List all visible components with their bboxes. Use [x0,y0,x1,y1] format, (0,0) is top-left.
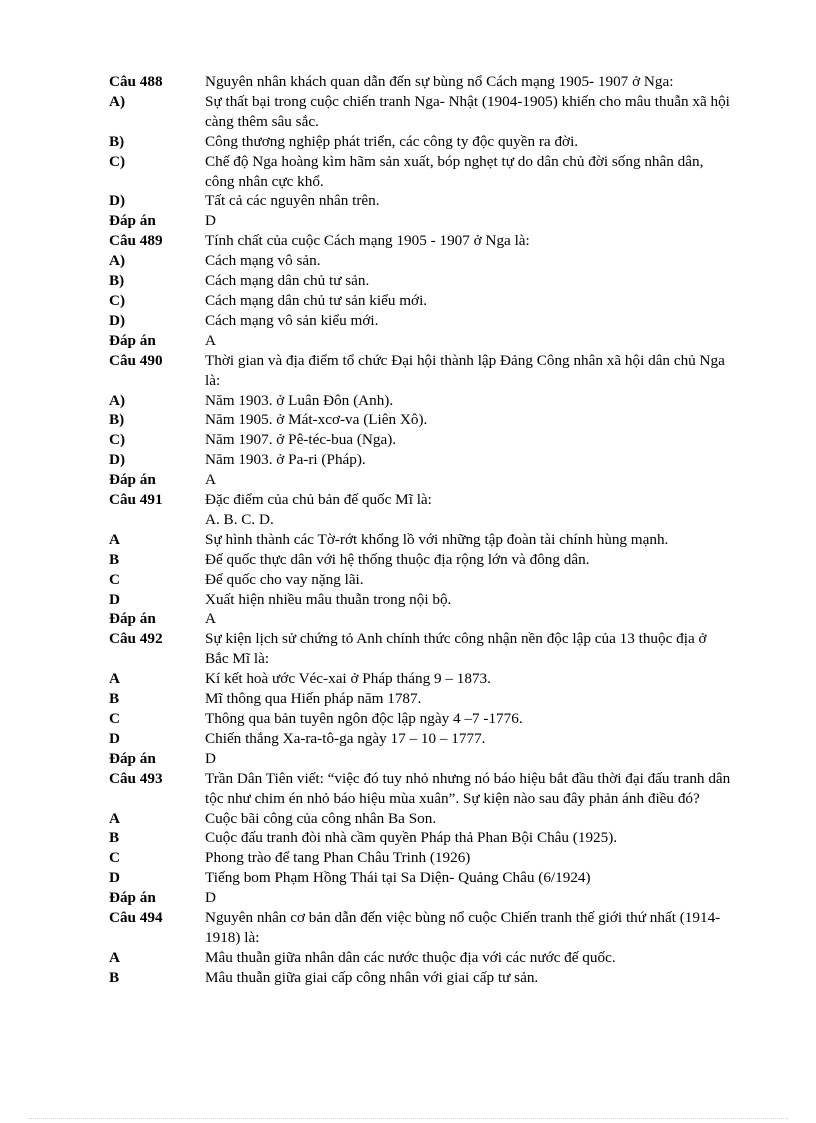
row-label: Đáp án [109,331,156,349]
row-text: Mâu thuẫn giữa giai cấp công nhân với giai cấp tư sản. [205,968,539,986]
option-row [109,92,731,132]
row-text: Sự thất bại trong cuộc chiến tranh Nga- Nhật (1904-1905) khiến cho mâu thuẫn xã hội càng thêm sâu sắc. [205,92,730,130]
row-text: Cách mạng dân chủ tư sản kiểu mới. [205,291,428,309]
answer-row [109,888,731,908]
row-text: Cách mạng vô sản kiểu mới. [205,311,379,329]
question-row [109,908,731,948]
row-label: D [109,590,120,608]
option-row [109,868,731,888]
row-label: Đáp án [109,889,156,907]
row-label: Đáp án [109,749,156,767]
answer-row [109,609,731,629]
page-bottom-rule [28,1118,788,1119]
row-text: A [205,471,216,489]
row-text: Đế quốc cho vay nặng lãi. [205,570,364,588]
row-label: Đáp án [109,610,156,628]
option-row [109,530,731,550]
row-label: Câu 491 [109,491,163,509]
row-text: Mĩ thông qua Hiến pháp năm 1787. [205,690,422,708]
option-row [109,809,731,829]
row-text: Phong trào để tang Phan Châu Trinh (1926) [205,849,471,867]
row-label: Câu 488 [109,73,163,90]
row-label: A) [109,252,126,270]
question-row [109,490,731,510]
row-text: Thông qua bản tuyên ngôn độc lập ngày 4 –7 -1776. [205,710,523,727]
row-text: Sự hình thành các Tờ-rớt khổng lồ với những tập đoàn tài chính hùng mạnh. [205,530,669,548]
row-text: Đế quốc thực dân với hệ thống thuộc địa rộng lớn và đông dân. [205,550,590,568]
option-row [109,152,731,192]
row-label: B [109,829,120,847]
row-text: Đặc điểm của chủ bản đế quốc Mĩ là: [205,491,432,509]
document-body [109,72,731,988]
row-label: Câu 493 [109,769,163,787]
row-text: Cách mạng dân chủ tư sản. [205,272,370,290]
option-row [109,948,731,968]
row-label: C) [109,431,126,449]
row-label: C [109,849,120,867]
option-row [109,251,731,271]
row-text: Xuất hiện nhiều mâu thuẫn trong nội bộ. [205,590,452,608]
option-row [109,669,731,689]
option-row [109,311,731,331]
option-row [109,271,731,291]
row-text: Cuộc đấu tranh đòi nhà cầm quyền Pháp thả Phan Bội Châu (1925). [205,829,618,847]
row-text: A [205,331,216,349]
row-label: Câu 490 [109,351,163,369]
row-label: Đáp án [109,471,156,489]
row-label: A) [109,391,126,409]
row-text: Cuộc bãi công của công nhân Ba Son. [205,809,437,827]
option-row [109,968,731,988]
row-label: B [109,690,120,708]
row-label: B) [109,411,125,429]
row-text: A. B. C. D. [205,510,274,528]
row-text: Thời gian và địa điểm tổ chức Đại hội thành lập Đảng Công nhân xã hội dân chủ Nga là: [205,351,725,389]
row-text: Sự kiện lịch sử chứng tỏ Anh chính thức công nhận nền độc lập của 13 thuộc địa ở Bắc Mĩ là: [205,630,707,668]
row-label: D [109,729,120,747]
row-label: Đáp án [109,212,156,230]
answer-row [109,211,731,231]
row-text: Mâu thuẫn giữa nhân dân các nước thuộc địa với các nước đế quốc. [205,948,616,966]
row-text: D [205,212,216,230]
row-text: D [205,889,216,907]
answer-row [109,749,731,769]
option-row [109,291,731,311]
row-text: Tính chất của cuộc Cách mạng 1905 - 1907 ở Nga là: [205,232,530,250]
option-row [109,828,731,848]
row-label: Câu 492 [109,630,163,648]
option-row [109,729,731,749]
row-text: Chiến thắng Xa-ra-tô-ga ngày 17 – 10 – 1777. [205,729,486,747]
row-label: B [109,550,120,568]
question-row [109,769,731,809]
option-row [109,570,731,590]
question-row [109,72,731,92]
row-text: Cách mạng vô sản. [205,252,321,270]
row-text: Chế độ Nga hoàng kìm hãm sản xuất, bóp nghẹt tự do dân chủ đời sống nhân dân, công nhân cực khổ. [205,152,704,190]
row-label: D) [109,451,126,469]
row-label: D) [109,311,126,329]
row-text: Nguyên nhân khách quan dẫn đến sự bùng nổ Cách mạng 1905- 1907 ở Nga: [205,73,674,90]
row-label: A [109,948,120,966]
row-label: D) [109,192,126,210]
row-label: C [109,710,120,727]
row-label: D [109,869,120,887]
row-text: Năm 1907. ở Pê-téc-bua (Nga). [205,431,397,449]
option-row [109,430,731,450]
option-row [109,450,731,470]
option-row [109,848,731,868]
row-label: A [109,809,120,827]
option-row [109,689,731,709]
option-row [109,709,731,729]
option-row [109,391,731,411]
row-label: A) [109,92,126,110]
row-text: Công thương nghiệp phát triển, các công ty độc quyền ra đời. [205,132,579,150]
row-label [109,510,205,530]
row-label: C [109,570,120,588]
row-text: Nguyên nhân cơ bản dẫn đến việc bùng nổ cuộc Chiến tranh thế giới thứ nhất (1914-1918) là: [205,909,721,946]
row-text: A [205,610,216,628]
option-row [109,410,731,430]
option-row [109,590,731,610]
row-label: B) [109,132,125,150]
row-text: D [205,749,216,767]
row-label: A [109,670,120,688]
row-label: C) [109,152,126,170]
row-label: B) [109,272,125,290]
row-text: Tất cả các nguyên nhân trên. [205,192,380,210]
note-row [109,510,731,530]
row-text: Năm 1905. ở Mát-xcơ-va (Liên Xô). [205,411,428,429]
option-row [109,191,731,211]
question-row [109,629,731,669]
row-text: Trần Dân Tiên viết: “việc đó tuy nhỏ nhưng nó báo hiệu bắt đầu thời đại đấu tranh dân tộc như chim én nhỏ báo hiệu mùa xuân”. Sự kiện nào sau đây phản ánh điều đó? [205,769,731,807]
row-label: Câu 489 [109,232,163,250]
row-label: Câu 494 [109,909,163,927]
option-row [109,550,731,570]
row-text: Năm 1903. ở Luân Đôn (Anh). [205,391,394,409]
row-text: Năm 1903. ở Pa-ri (Pháp). [205,451,366,469]
question-row [109,351,731,391]
answer-row [109,470,731,490]
option-row [109,132,731,152]
row-text: Kí kết hoà ước Véc-xai ở Pháp tháng 9 – 1873. [205,670,491,688]
question-row [109,231,731,251]
row-label: B [109,968,120,986]
row-text: Tiếng bom Phạm Hồng Thái tại Sa Diện- Quảng Châu (6/1924) [205,869,591,887]
row-label: C) [109,291,126,309]
row-label: A [109,530,120,548]
answer-row [109,331,731,351]
